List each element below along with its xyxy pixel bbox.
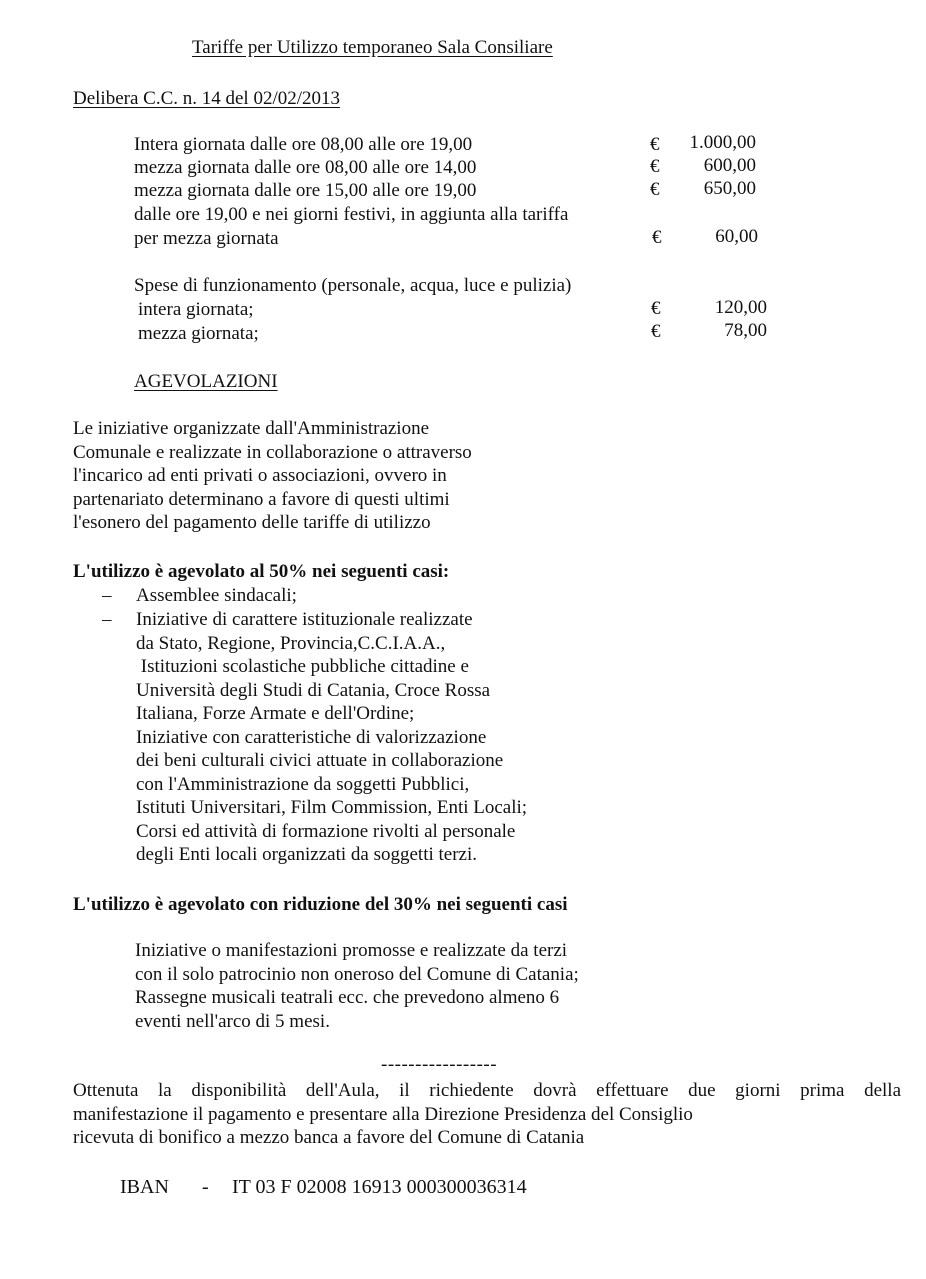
list-item	[102, 608, 528, 867]
euro-symbol: €	[652, 227, 662, 248]
tariffa-label: mezza giornata dalle ore 15,00 alle ore 19,00	[134, 180, 477, 201]
euro-symbol: €	[650, 134, 660, 155]
euro-symbol: €	[651, 321, 661, 342]
tariffa-label: mezza giornata dalle ore 08,00 alle ore 14,00	[134, 157, 477, 178]
paragraph-line: Le iniziative organizzate dall'Amministrazione	[73, 418, 430, 439]
dashed-separator: -----------------	[381, 1054, 498, 1075]
agevolazioni-heading: AGEVOLAZIONI	[134, 371, 278, 392]
list-item-line: Istituzioni scolastiche pubbliche cittadine e	[136, 656, 469, 677]
document-title: Tariffe per Utilizzo temporaneo Sala Consiliare	[192, 37, 553, 58]
paragraph-line: l'esonero del pagamento delle tariffe di utilizzo	[73, 512, 431, 533]
list-item-line: Iniziative con caratteristiche di valorizzazione	[136, 726, 487, 748]
list-item	[102, 584, 297, 608]
tariffa-amount: 650,00	[703, 178, 756, 199]
list-item-line: Corsi ed attività di formazione rivolti al personale	[136, 820, 516, 842]
delibera-reference: Delibera C.C. n. 14 del 02/02/2013	[73, 88, 341, 109]
dash-bullet: –	[102, 585, 112, 606]
tariffa-label: per mezza giornata	[134, 228, 279, 249]
paragraph-line: partenariato determinano a favore di questi ultimi	[73, 488, 450, 510]
list-item-line: con l'Amministrazione da soggetti Pubblici,	[136, 773, 470, 795]
iban-label: IBAN	[120, 1176, 169, 1198]
riduzione-30-heading: L'utilizzo è agevolato con riduzione del 30% nei seguenti casi	[73, 894, 568, 915]
paragraph-line: ricevuta di bonifico a mezzo banca a favore del Comune di Catania	[73, 1127, 585, 1148]
euro-symbol: €	[651, 298, 661, 319]
iban-value[interactable]: IT 03 F 02008 16913 000300036314	[232, 1176, 527, 1198]
paragraph-line: con il solo patrocinio non oneroso del Comune di Catania;	[135, 963, 579, 985]
paragraph-line: Iniziative o manifestazioni promosse e realizzate da terzi	[135, 940, 568, 961]
list-item-line: Italiana, Forze Armate e dell'Ordine;	[136, 703, 415, 724]
paragraph-line: Comunale e realizzate in collaborazione o attraverso	[73, 441, 472, 463]
euro-symbol: €	[650, 179, 660, 200]
paragraph-line: eventi nell'arco di 5 mesi.	[135, 1010, 330, 1032]
tariffa-amount: 1.000,00	[689, 132, 756, 153]
tariffa-label: Intera giornata dalle ore 08,00 alle ore 19,00	[134, 134, 473, 155]
tariffa-label: dalle ore 19,00 e nei giorni festivi, in aggiunta alla tariffa	[134, 204, 569, 225]
list-item-line: da Stato, Regione, Provincia,C.C.I.A.A.,	[136, 632, 446, 654]
riduzione-30-paragraph	[135, 939, 579, 1033]
riduzione-50-heading: L'utilizzo è agevolato al 50% nei seguenti casi:	[73, 561, 450, 582]
agevolazioni-paragraph	[73, 417, 472, 535]
paragraph-line: manifestazione il pagamento e presentare alla Direzione Presidenza del Consiglio	[73, 1103, 693, 1125]
tariffa-amount: 60,00	[715, 226, 758, 247]
iban-separator: -	[202, 1176, 209, 1198]
list-item-line: degli Enti locali organizzati da soggetti terzi.	[136, 844, 478, 865]
euro-symbol: €	[650, 156, 660, 177]
list-item-line: Università degli Studi di Catania, Croce Rossa	[136, 679, 491, 701]
spese-amount: 120,00	[714, 297, 767, 318]
list-item-text: Assemblee sindacali;	[136, 585, 297, 606]
spese-amount: 78,00	[724, 320, 767, 341]
list-item-line: Iniziative di carattere istituzionale realizzate	[136, 609, 473, 630]
spese-label: intera giornata;	[138, 299, 254, 320]
pagamento-paragraph	[73, 1079, 901, 1150]
paragraph-line: Ottenuta la disponibilità dell'Aula, il richiedente dovrà effettuare due giorni prima della	[73, 1080, 901, 1101]
spese-heading: Spese di funzionamento (personale, acqua, luce e pulizia)	[134, 275, 572, 296]
spese-label: mezza giornata;	[138, 323, 259, 344]
dash-bullet: –	[102, 609, 112, 630]
paragraph-line: Rassegne musicali teatrali ecc. che prevedono almeno 6	[135, 987, 560, 1008]
list-item-line: dei beni culturali civici attuate in collaborazione	[136, 750, 504, 771]
list-item-line: Istituti Universitari, Film Commission, Enti Locali;	[136, 797, 528, 818]
paragraph-line: l'incarico ad enti privati o associazioni, ovvero in	[73, 465, 447, 486]
tariffa-amount: 600,00	[703, 155, 756, 176]
